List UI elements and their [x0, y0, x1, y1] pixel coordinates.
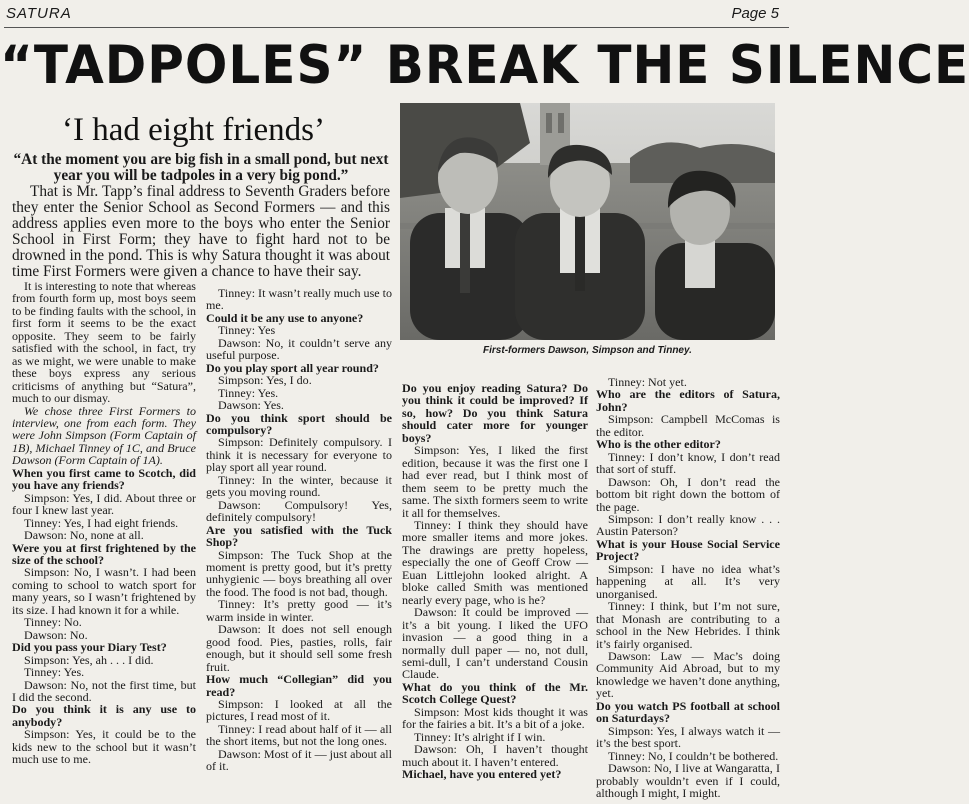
subheadline: ‘I had eight friends’ — [62, 112, 325, 148]
interview-paragraph: Dawson: No, it couldn’t serve any useful purpose. — [206, 335, 392, 363]
interview-paragraph: Dawson: Most of it — just about all of it. — [206, 746, 392, 774]
intro-italic-paragraph: We chose three First Formers to interview, one from each form. They were John Simpson (Form Captain of 1B), Michael Tinney of 1C, and Bruce Dawson (Form Captain of 1A). — [12, 403, 196, 468]
interview-paragraph: Dawson: Oh, I don’t read the bottom bit right down the bottom of the page. — [596, 474, 780, 514]
interview-paragraph: Tinney: In the winter, because it gets you moving round. — [206, 472, 392, 500]
photo-caption: First-formers Dawson, Simpson and Tinney. — [483, 345, 692, 356]
lead-paragraph — [12, 152, 390, 280]
interview-paragraph: Simpson: I looked at all the pictures, I read most of it. — [206, 696, 392, 724]
interview-paragraph: Tinney: No, I couldn’t be bothered. — [608, 748, 779, 763]
interview-question: Do you think sport should be compulsory? — [206, 410, 392, 437]
interview-paragraph: Simpson: Yes, ah . . . I did. — [24, 652, 154, 667]
interview-paragraph: Simpson: Yes, I do. — [218, 373, 312, 388]
interview-paragraph: Simpson: Campbell McComas is the editor. — [596, 412, 780, 439]
interview-paragraph: It is interesting to note that whereas from fourth form up, most boys seem to be finding faults with the school, in first form it seems to be the exact opposite. They seem to be fairly satisfied with the school, in fact, try as we might, we were unable to make these boys express any serious criticisms of anything but “Satura”, much to our dismay. — [12, 279, 196, 406]
interview-question: Did you pass your Diary Test? — [12, 640, 167, 655]
lead-quote: “At the moment you are big fish in a small pond, but next year you will be tadpoles in a very big pond.” — [13, 151, 389, 184]
photo-three-boys — [400, 103, 775, 340]
interview-paragraph: Simpson: The Tuck Shop at the moment is pretty good, but it’s pretty unhygienic — boys breathing all over the food. The food is not bad, though. — [206, 547, 392, 599]
interview-question: What is your House Social Service Project? — [596, 536, 780, 564]
interview-paragraph: Simpson: Yes, I did. About three or four I knew last year. — [12, 490, 196, 518]
interview-question: When you first came to Scotch, did you have any friends? — [12, 465, 196, 493]
interview-paragraph: Dawson: No, none at all. — [24, 528, 144, 543]
interview-question: Who are the editors of Satura, John? — [596, 387, 780, 414]
interview-question: Michael, have you entered yet? — [402, 767, 562, 782]
interview-question: How much “Collegian” did you read? — [206, 672, 392, 699]
interview-paragraph: Tinney: Yes. — [218, 385, 279, 400]
interview-question: Do you think it is any use to anybody? — [12, 702, 196, 729]
interview-paragraph: Dawson: No, not the first time, but I did the second. — [12, 677, 196, 704]
interview-paragraph: Tinney: I read about half of it — all the short items, but not the long ones. — [206, 721, 392, 749]
interview-question: Do you enjoy reading Satura? Do you think it could be improved? If so, how? Do you think Satura should cater more for younger boys? — [402, 381, 588, 445]
interview-question: Are you satisfied with the Tuck Shop? — [206, 522, 392, 550]
interview-paragraph: Tinney: I think, but I’m not sure, that Monash are contributing to a school in the New Hebrides. I think it’s fairly organised. — [596, 599, 780, 651]
interview-paragraph: Simpson: Yes, I always watch it — it’s the best sport. — [596, 723, 780, 751]
interview-paragraph: Tinney: It wasn’t really much use to me. — [206, 286, 392, 313]
interview-paragraph: Dawson: No. — [24, 627, 88, 642]
interview-paragraph: Simpson: Most kids thought it was for the fairies a bit. It’s a bit of a joke. — [402, 704, 588, 732]
interview-paragraph: Tinney: Yes — [218, 323, 276, 338]
interview-paragraph: Simpson: Definitely compulsory. I think it is necessary for everyone to play sport all year round. — [206, 435, 392, 475]
header-rule — [4, 27, 789, 28]
interview-question: Do you watch PS football at school on Saturdays? — [596, 698, 780, 726]
article-column-3 — [402, 382, 588, 781]
interview-paragraph: Simpson: I don’t really know . . . Austin Paterson? — [596, 511, 780, 539]
interview-question: Do you play sport all year round? — [206, 360, 379, 375]
article-column-2 — [206, 287, 392, 773]
interview-paragraph: Simpson: Yes, it could be to the kids new to the school but it wasn’t much use to me. — [12, 727, 196, 767]
interview-paragraph: Dawson: Yes. — [218, 398, 284, 413]
interview-paragraph: Dawson: Law — Mac’s doing Community Aid Abroad, but to my knowledge we haven’t done anything, yet. — [596, 648, 780, 701]
interview-question: Could it be any use to anyone? — [206, 310, 364, 325]
interview-paragraph: Simpson: I have no idea what’s happening at all. It’s very unorganised. — [596, 561, 780, 601]
interview-paragraph: Simpson: No, I wasn’t. I had been coming to school to watch sport for many years, so I wasn’t frightened by its size. I had known it for a while. — [12, 565, 196, 617]
interview-paragraph: Tinney: Yes, I had eight friends. — [24, 515, 179, 530]
running-header-title: SATURA — [6, 5, 72, 22]
article-column-1 — [12, 280, 196, 766]
interview-paragraph: Dawson: No, I live at Wangaratta, I probably wouldn’t even if I could, although I might, I might. — [596, 761, 780, 800]
interview-paragraph: Tinney: Yes. — [24, 665, 85, 680]
headline: “TADPOLES” BREAK THE SILENCE — [0, 34, 969, 96]
interview-paragraph: Tinney: It’s pretty good — it’s warm inside in winter. — [206, 597, 392, 624]
interview-question: What do you think of the Mr. Scotch College Quest? — [402, 679, 588, 707]
article-column-4 — [596, 376, 780, 799]
lead-intro: That is Mr. Tapp’s final address to Seventh Graders before they enter the Senior School as Second Formers — and this address applies even more to the boys who enter the Senior School in First Form; they have to fight hard not to be drowned in the pond. This is why Satura thought it was about time First Formers were given a chance to have their say. — [12, 183, 390, 280]
interview-paragraph: Dawson: Oh, I haven’t thought much about it. I haven’t entered. — [402, 742, 588, 769]
interview-paragraph: Tinney: Not yet. — [608, 375, 687, 389]
interview-paragraph: Tinney: I think they should have more smaller items and more jokes. The drawings are pretty hopeless, especially the one of Geoff Crow — Euan Littlejohn looked alright. A bloke called Smith was mentioned nearly every page, who is he? — [402, 517, 588, 607]
interview-paragraph: Simpson: Yes, I liked the first edition, because it was the first one I had ever read, but I think most of them seem to be pretty much the same. The sixth formers seem to write it all for themselves. — [402, 443, 588, 520]
page-number: Page 5 — [731, 5, 779, 22]
interview-paragraph: Tinney: It’s alright if I win. — [414, 729, 546, 744]
interview-paragraph: Dawson: It could be improved — it’s a bit young. I liked the UFO invasion — a good thing in a normally dull paper — no, not dull, semi-dull, I can’t understand Cousin Claude. — [402, 605, 588, 682]
interview-paragraph: Dawson: It does not sell enough good food. Pies, pasties, rolls, fair enough, but it should sell some fresh fruit. — [206, 622, 392, 674]
interview-paragraph: Dawson: Compulsory! Yes, definitely compulsory! — [206, 497, 392, 525]
interview-paragraph: Tinney: No. — [24, 615, 82, 630]
interview-paragraph: Tinney: I don’t know, I don’t read that sort of stuff. — [596, 449, 780, 477]
interview-question: Who is the other editor? — [596, 437, 721, 452]
interview-question: Were you at first frightened by the size of the school? — [12, 540, 196, 567]
